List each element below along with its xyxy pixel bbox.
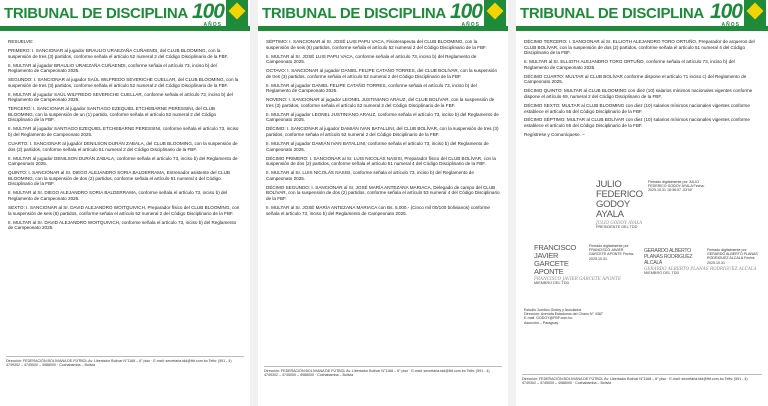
page-footer xyxy=(6,356,244,367)
footer-address: Dirección: FEDERACIÓN BOLIVIANA DE FÚTBOL Av. Libertador Bolívar N°1168 – 6° piso · E-mail: secretaria.tdd@fbf.com.bo Telfs: (591 - 4) 4749302 – 4745000 – 4988000 · Cochabamba – Bolivia xyxy=(264,366,502,377)
resolution-paragraph: II. MULTAR al Sr. JOSÉ MARÍA ANTEZANA MARIACA con Bs. 5.000.- (Cinco mil 00/100 bolivianos) conforme señala el artículo 73, inciso b) del Reglamento de Campeonato 2025. xyxy=(266,204,490,216)
signature-role: MIEMBRO DEL TDD xyxy=(534,281,570,285)
header-title: TRIBUNAL DE DISCIPLINA xyxy=(520,5,704,22)
logo-sub: AÑOS xyxy=(461,22,480,28)
signature-block-president xyxy=(596,180,716,230)
centenary-logo xyxy=(191,0,224,28)
page-gap xyxy=(250,0,258,406)
resolution-paragraph: II. MULTAR al jugador DANIEL FELIPE CATAÑO TORRES, conforme señala el artículo 73, inciso b) del Reglamento de Campeonato 2025. xyxy=(266,82,477,94)
notice-line: E-mail: GODOY@FBF.com.bo xyxy=(524,316,573,321)
header-title: TRIBUNAL DE DISCIPLINA xyxy=(262,5,446,22)
resolution-paragraph: DÉCIMO PRIMERO: I. SANCIONAR al Sr. LUIS NICOLÁS NASISI, Preparador físico del CLUB BOLÍVAR, con la suspensión de dos (2) partidos, conforme señala el artículo 51 numeral 4 del Código Disciplinario de la FBF. xyxy=(266,155,496,167)
resolution-paragraph: CUARTO: I. SANCIONAR al jugador DENILSON DURÁN ZABALA, del CLUB BLOOMING, con la suspensión de dos (2) partidos, conforme señala el artículo 51 numeral 2 del Código Disciplinario de la FBF. xyxy=(8,141,238,152)
page-gap xyxy=(508,0,516,406)
resolution-paragraph: SEXTO: I. SANCIONAR al Sr. DAVID ALEJANDRO WOITQUIVICH, Preparador físico del CLUB BLOOMING, con la suspensión de seis (6) partidos, conforme señala el artículo 52 numeral 2 del Código Disciplinario de la FBF. xyxy=(8,204,240,216)
resolution-intro: RESUELVE: xyxy=(8,39,34,44)
logo-number: 100 xyxy=(709,0,742,23)
federation-crest-icon xyxy=(744,0,766,30)
handwritten-signature: JULIO GODOY AYALA xyxy=(596,220,643,225)
resolution-paragraph: II. MULTAR al jugador BRAULIO URAEZAÑA CUÑAENDI, conforme señala el artículo 73, inciso b) del Reglamento de Campeonato 2025. xyxy=(8,62,217,74)
page-header xyxy=(516,0,768,36)
federation-crest-icon xyxy=(226,0,248,30)
closing-line: Regístrese y Comuníquese. – xyxy=(524,132,585,138)
centenary-logo xyxy=(709,0,742,28)
handwritten-signature: FRANCISCO JAVIER GARCETE APONTE xyxy=(534,276,621,281)
notice-line: Asunción – Paraguay xyxy=(524,320,559,325)
resolution-paragraph: SEGUNDO: I. SANCIONAR al jugador SAÚL WILFREDO SEVERICHE CUELLAR, del CLUB BLOOMING, con la suspensión de tres (3) partidos, conforme señala el artículo 52 numeral 2 del Código Disciplinario de la FBF. xyxy=(8,77,239,88)
resolution-paragraph: DÉCIMO TERCERO: I. SANCIONAR al Sr. ELLIOTH ALEJANDRO TORO ORTUÑO, Preparador de arqueros del CLUB BOLÍVAR, con la suspensión de dos (2) partidos, conforme señala el artículo 51 numeral 4 del Código Disciplinario de la FBF. xyxy=(524,39,755,56)
resolution-paragraph: NOVENO: I. SANCIONAR al jugador LEONEL JUSTINIANO ARAUZ, del CLUB BOLÍVAR, con la suspensión de tres (3) partidos, conforme señala el artículo 52 numeral 2 del Código Disciplinario de la FBF. xyxy=(266,97,495,108)
signature-name: FRANCISCO JAVIER GARCETE APONTE xyxy=(534,243,577,276)
resolution-paragraph: DÉCIMO: I. SANCIONAR al jugador DAMIÁN IVAN BATALLINI, del CLUB BOLÍVAR, con la suspensión de tres (3) partidos, conforme señala el artículo 52 numeral 2 del Código Disciplinario de la FBF. xyxy=(266,126,499,138)
page-footer xyxy=(522,374,762,385)
notice-line: Dirección: Avenida Estadunos del Chaco N° 4387 xyxy=(524,312,603,317)
logo-sub: AÑOS xyxy=(721,22,740,28)
resolution-paragraph: DÉCIMO CUARTO: MULTAR al CLUB BOLÍVAR conforme dispone el artículo 71 inciso c) del Reglamento de Campeonato 2025. xyxy=(524,73,747,85)
document-page-3 xyxy=(516,0,768,406)
resolution-paragraph: II. MULTAR al Sr. ELLIOTH ALEJANDRO TORO ORTUÑO, conforme señala el artículo 73, inciso b) del Reglamento de Campeonato 2025. xyxy=(524,59,735,70)
page-header xyxy=(258,0,508,36)
legal-notice xyxy=(524,308,684,325)
page-body xyxy=(0,36,250,231)
resolution-paragraph: II. MULTAR al jugador LEONEL JUSTINIANO ARAUZ, conforme señala el artículo 73, inciso b) del Reglamento de Campeonato 2025. xyxy=(266,111,499,123)
resolution-paragraph: OCTAVO: I. SANCIONAR al jugador DANIEL FELIPE CATAÑO TORRES, del CLUB BOLÍVAR, con la suspensión de tres (3) partidos, conforme señala el artículo 52 numeral 2 del Código Disciplinario de la FBF. xyxy=(266,68,498,79)
federation-crest-icon xyxy=(484,0,506,30)
resolution-paragraph: QUINTO: I. SANCIONAR al Sr. DIEGO ALEJANDRO SORIA BALDERRAMA, Entrenador asistente del CLUB BLOOMING, con la suspensión de dos (2) partidos, conforme señala el artículo 51 numeral 4 del Código Disciplinario de la FBF. xyxy=(8,170,231,187)
logo-number: 100 xyxy=(449,0,482,23)
resolution-paragraph: II. MULTAR al Sr. JOSÉ LUIS PAPU VACA, conforme señala el artículo 73, inciso b) del Reglamento de Campeonato 2025. xyxy=(266,53,477,65)
resolution-paragraph: II. MULTAR al Sr. LUIS NICOLÁS NASISI, conforme señala el artículo 73, inciso b) del Reglamento de Campeonato 2025. xyxy=(266,170,474,181)
signature-block-member xyxy=(644,248,760,276)
digital-signature-stamp: Firmado digitalmente por JULIO FEDERICO GODOY AYALA Fecha: 2025.10.31 16:36:57 -03'00' xyxy=(648,180,705,193)
digital-signature-stamp: Firmado digitalmente por GERARDO ALBERTO PLANAS RODRIGUEZ ALCALÁ Fecha: 2025.10.31 xyxy=(707,248,758,265)
signature-role: PRESIDENTE DEL TDD xyxy=(596,225,638,229)
notice-line: Estudio Jurídico Godoy y Asociados xyxy=(524,308,582,312)
resolution-paragraph: SÉPTIMO: I. SANCIONAR al Sr. JOSÉ LUIS PAPU VACA, Fisioterapeuta del CLUB BLOOMING, con la suspensión de seis (6) partidos, conforme señala el artículo 52 numeral 2 del Código Disciplinario de la FBF. xyxy=(266,39,487,50)
page-footer xyxy=(264,366,502,377)
page-body xyxy=(258,36,508,216)
signature-name: JULIO FEDERICO GODOY AYALA xyxy=(596,179,643,220)
resolution-paragraph: DÉCIMO SEXTO: MULTAR al CLUB BLOOMING con diez (10) salarios mínimos nacionales vigentes conforme establece el artículo 55 del Código Disciplinario de la FBF. xyxy=(524,102,750,114)
handwritten-signature: GERARDO ALBERTO PLANAS RODRIGUEZ ALCALÁ xyxy=(644,266,757,271)
document-page-1 xyxy=(0,0,250,406)
header-title: TRIBUNAL DE DISCIPLINA xyxy=(4,5,188,22)
resolution-paragraph: DÉCIMO QUINTO: MULTAR al CLUB BLOOMING con diez (10) salarios mínimos nacionales vigentes conforme dispone el artículo 69, numeral 2 del Código Disciplinario de la FBF. xyxy=(524,88,753,99)
signature-block-member xyxy=(534,244,640,286)
centenary-logo xyxy=(449,0,482,28)
resolution-paragraph: II. MULTAR al jugador DAMIÁN IVAN BATALLINI, conforme señala el artículo 73, inciso b) del Reglamento de Campeonato 2025. xyxy=(266,141,489,152)
signature-name: GERARDO ALBERTO PLANAS RODRIGUEZ ALCALÁ xyxy=(644,248,693,266)
resolution-paragraph: II. MULTAR al Sr. DIEGO ALEJANDRO SORIA BALDERRAMA, conforme señala el artículo 73, inciso b) del Reglamento de Campeonato 2025. xyxy=(8,190,228,201)
resolution-paragraph: DÉCIMO SEGUNDO: I. SANCIONAR al Sr. JOSÉ MARÍA ANTEZANA MARIACA, Delegado de campo del CLUB BOLÍVAR, con la suspensión de dos (2) partidos, conforme señala el artículo 53 numeral 4 del Código Disciplinario de la FBF. xyxy=(266,184,500,201)
resolution-paragraph: II. MULTAR al jugador SAÚL WILFREDO SEVERICHE CUELLAR, conforme señala el artículo 73, inciso b) del Reglamento de Campeonato 2025. xyxy=(8,91,233,103)
resolution-paragraph: TERCERO: I. SANCIONAR al jugador SANTIAGO EZEQUIEL ETCHEBARNE PERESSINI, del CLUB BLOOMING, con la suspensión de un (1) partido, conforme señala el artículo 52 numeral 2 del Código Disciplinario de la FBF. xyxy=(8,106,217,123)
resolution-paragraph: DÉCIMO SÉPTIMO: MULTAR al CLUB BOLÍVAR con diez (10) salarios mínimos nacionales vigentes conforme establece el artículo 55 del Código Disciplinario de la FBF. xyxy=(524,117,750,129)
document-page-2 xyxy=(258,0,508,406)
digital-signature-stamp: Firmado digitalmente por FRANCISCO JAVIER GARCETE APONTE Fecha: 2025.10.31 xyxy=(589,244,634,261)
resolution-paragraph: II. MULTAR al jugador SANTIAGO EZEQUIEL ETCHEBARNE PERESSINI, conforme señala el artículo 73, inciso b) del Reglamento de Campeonato 2025. xyxy=(8,126,239,138)
page-header xyxy=(0,0,250,36)
resolution-paragraph: II. MULTAR al Sr. DAVID ALEJANDRO WOITQUIVICH, conforme señala el artículo 73, inciso b) del Reglamento de Campeonato 2025. xyxy=(8,219,237,231)
resolution-paragraph: II. MULTAR al jugador DENILSON DURÁN ZABALA, conforme señala el artículo 73, inciso b) del Reglamento de Campeonato 2025. xyxy=(8,155,238,167)
signature-role: MIEMBRO DEL TDD xyxy=(644,271,680,275)
logo-sub: AÑOS xyxy=(203,22,222,28)
logo-number: 100 xyxy=(191,0,224,23)
footer-address: Dirección: FEDERACIÓN BOLIVIANA DE FÚTBOL Av. Libertador Bolívar N°1168 – 6° piso · E-mail: secretaria.tdd@fbf.com.bo Telfs: (591 - 4) 4749302 – 4745000 – 4988000 · Cochabamba – Bolivia xyxy=(6,356,244,367)
resolution-paragraph: PRIMERO: I. SANCIONAR al jugador BRAULIO URAEZAÑA CUÑAENDI, del CLUB BLOOMING, con la suspensión de tres (3) partidos, conforme señala el artículo 52 numeral 2 del Código Disciplinario de la FBF. xyxy=(8,47,229,59)
page-body xyxy=(516,36,768,138)
footer-address: Dirección: FEDERACIÓN BOLIVIANA DE FÚTBOL Av. Libertador Bolívar N°1168 – 6° piso · E-mail: secretaria.tdd@fbf.com.bo Telfs: (591 - 4) 4749302 – 4745000 – 4988000 · Cochabamba – Bolivia xyxy=(522,374,762,385)
